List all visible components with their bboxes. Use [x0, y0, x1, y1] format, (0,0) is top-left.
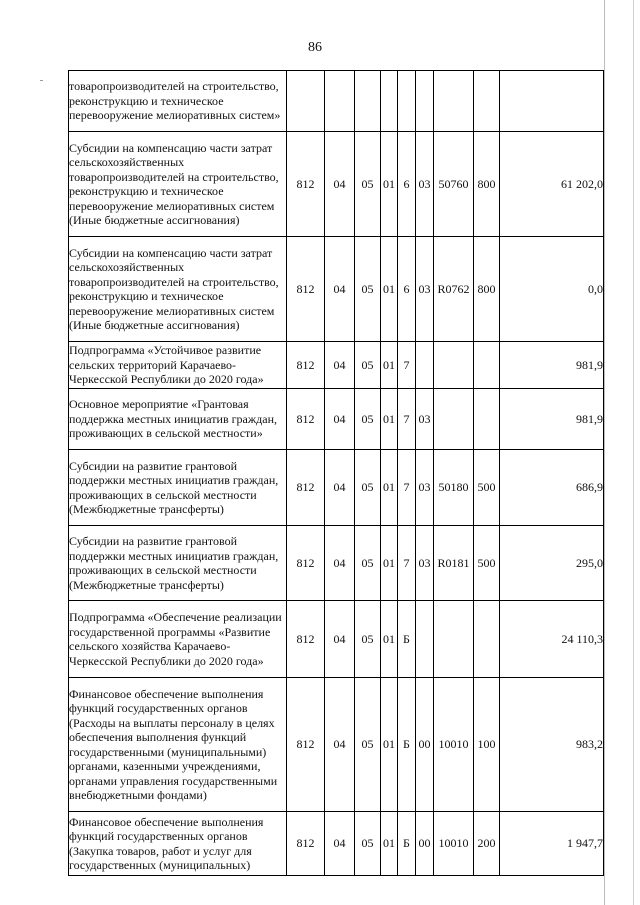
cell-subsection: 05 — [355, 601, 381, 678]
cell-subprogram: 6 — [398, 132, 416, 237]
cell-expense-type — [474, 601, 500, 678]
row-name: Финансовое обеспечение выполнения функций государственных органов (Расходы на выплаты персоналу в целях обеспечения выполнения функций государственными (муниципальными) органами, казенными учреждениями, органами управления государственными внебюджетными фондами) — [69, 678, 287, 812]
cell-section: 04 — [325, 526, 355, 601]
cell-section: 04 — [325, 812, 355, 876]
cell-section: 04 — [325, 132, 355, 237]
cell-event: 03 — [416, 450, 434, 526]
cell-admin — [287, 71, 325, 132]
cell-expense-type: 200 — [474, 812, 500, 876]
cell-program: 01 — [381, 342, 398, 389]
cell-section: 04 — [325, 237, 355, 342]
cell-event: 00 — [416, 678, 434, 812]
cell-admin: 812 — [287, 526, 325, 601]
cell-subprogram: Б — [398, 678, 416, 812]
cell-direction: R0762 — [434, 237, 474, 342]
cell-section: 04 — [325, 450, 355, 526]
cell-event — [416, 71, 434, 132]
cell-event: 00 — [416, 812, 434, 876]
cell-event: 03 — [416, 237, 434, 342]
cell-expense-type: 500 — [474, 450, 500, 526]
cell-amount: 983,2 — [500, 678, 604, 812]
cell-admin: 812 — [287, 237, 325, 342]
cell-program — [381, 71, 398, 132]
cell-direction — [434, 601, 474, 678]
scan-artifact — [40, 80, 43, 81]
cell-amount: 0,0 — [500, 237, 604, 342]
cell-direction — [434, 389, 474, 450]
cell-program: 01 — [381, 132, 398, 237]
table-row — [69, 812, 604, 876]
cell-program: 01 — [381, 678, 398, 812]
cell-expense-type — [474, 71, 500, 132]
scan-edge-line-outer — [633, 0, 634, 905]
cell-section — [325, 71, 355, 132]
table-row — [69, 450, 604, 526]
cell-amount: 24 110,3 — [500, 601, 604, 678]
cell-program: 01 — [381, 450, 398, 526]
cell-event: 03 — [416, 389, 434, 450]
scan-edge-line — [604, 0, 605, 905]
cell-admin: 812 — [287, 132, 325, 237]
cell-direction — [434, 71, 474, 132]
cell-subprogram: 7 — [398, 389, 416, 450]
cell-program: 01 — [381, 812, 398, 876]
cell-amount: 981,9 — [500, 342, 604, 389]
row-name: Субсидии на компенсацию части затрат сельскохозяйственных товаропроизводителей на строительство, реконструкцию и техническое перевооружение мелиоративных систем (Иные бюджетные ассигнования) — [69, 237, 287, 342]
row-name: Субсидии на развитие грантовой поддержки местных инициатив граждан, проживающих в сельской местности (Межбюджетные трансферты) — [69, 526, 287, 601]
cell-expense-type: 800 — [474, 237, 500, 342]
cell-admin: 812 — [287, 450, 325, 526]
cell-amount — [500, 71, 604, 132]
cell-subsection: 05 — [355, 678, 381, 812]
cell-subsection: 05 — [355, 450, 381, 526]
cell-direction: 50180 — [434, 450, 474, 526]
cell-admin: 812 — [287, 342, 325, 389]
row-name: товаропроизводителей на строительство, реконструкцию и техническое перевооружение мелиоративных систем» — [69, 71, 287, 132]
row-name: Субсидии на компенсацию части затрат сельскохозяйственных товаропроизводителей на строительство, реконструкцию и техническое перевооружение мелиоративных систем (Иные бюджетные ассигнования) — [69, 132, 287, 237]
cell-program: 01 — [381, 526, 398, 601]
cell-direction: 10010 — [434, 678, 474, 812]
cell-amount: 295,0 — [500, 526, 604, 601]
table-row — [69, 132, 604, 237]
cell-subsection: 05 — [355, 526, 381, 601]
table-row — [69, 342, 604, 389]
row-name: Основное мероприятие «Грантовая поддержка местных инициатив граждан, проживающих в сельской местности» — [69, 389, 287, 450]
cell-subprogram: 7 — [398, 450, 416, 526]
cell-amount: 981,9 — [500, 389, 604, 450]
cell-expense-type: 800 — [474, 132, 500, 237]
cell-expense-type — [474, 389, 500, 450]
row-name: Субсидии на развитие грантовой поддержки местных инициатив граждан, проживающих в сельской местности (Межбюджетные трансферты) — [69, 450, 287, 526]
cell-direction: R0181 — [434, 526, 474, 601]
budget-table — [68, 70, 604, 876]
cell-subsection: 05 — [355, 237, 381, 342]
cell-expense-type — [474, 342, 500, 389]
row-name: Подпрограмма «Обеспечение реализации государственной программы «Развитие сельского хозяйства Карачаево-Черкесской Республики до 2020 года» — [69, 601, 287, 678]
table-row — [69, 389, 604, 450]
table-row — [69, 71, 604, 132]
cell-admin: 812 — [287, 812, 325, 876]
cell-direction — [434, 342, 474, 389]
cell-expense-type: 500 — [474, 526, 500, 601]
cell-section: 04 — [325, 342, 355, 389]
cell-subsection: 05 — [355, 342, 381, 389]
cell-event — [416, 601, 434, 678]
cell-subprogram: Б — [398, 812, 416, 876]
page-number: 86 — [308, 40, 322, 55]
table-row — [69, 678, 604, 812]
cell-event — [416, 342, 434, 389]
cell-admin: 812 — [287, 389, 325, 450]
cell-section: 04 — [325, 389, 355, 450]
cell-program: 01 — [381, 601, 398, 678]
table-body — [69, 71, 604, 876]
cell-amount: 1 947,7 — [500, 812, 604, 876]
cell-subprogram: 6 — [398, 237, 416, 342]
cell-amount: 61 202,0 — [500, 132, 604, 237]
table-row — [69, 526, 604, 601]
cell-program: 01 — [381, 237, 398, 342]
cell-expense-type: 100 — [474, 678, 500, 812]
cell-subsection: 05 — [355, 132, 381, 237]
cell-program: 01 — [381, 389, 398, 450]
cell-subprogram: 7 — [398, 526, 416, 601]
table-row — [69, 237, 604, 342]
cell-section: 04 — [325, 678, 355, 812]
cell-admin: 812 — [287, 678, 325, 812]
cell-subsection: 05 — [355, 389, 381, 450]
cell-direction: 10010 — [434, 812, 474, 876]
table-row — [69, 601, 604, 678]
cell-admin: 812 — [287, 601, 325, 678]
row-name: Финансовое обеспечение выполнения функций государственных органов (Закупка товаров, работ и услуг для государственных (муниципальных) — [69, 812, 287, 876]
cell-amount: 686,9 — [500, 450, 604, 526]
cell-direction: 50760 — [434, 132, 474, 237]
cell-event: 03 — [416, 526, 434, 601]
cell-subprogram: Б — [398, 601, 416, 678]
cell-subsection — [355, 71, 381, 132]
cell-event: 03 — [416, 132, 434, 237]
cell-section: 04 — [325, 601, 355, 678]
row-name: Подпрограмма «Устойчивое развитие сельских территорий Карачаево-Черкесской Республики до 2020 года» — [69, 342, 287, 389]
cell-subprogram: 7 — [398, 342, 416, 389]
cell-subprogram — [398, 71, 416, 132]
cell-subsection: 05 — [355, 812, 381, 876]
